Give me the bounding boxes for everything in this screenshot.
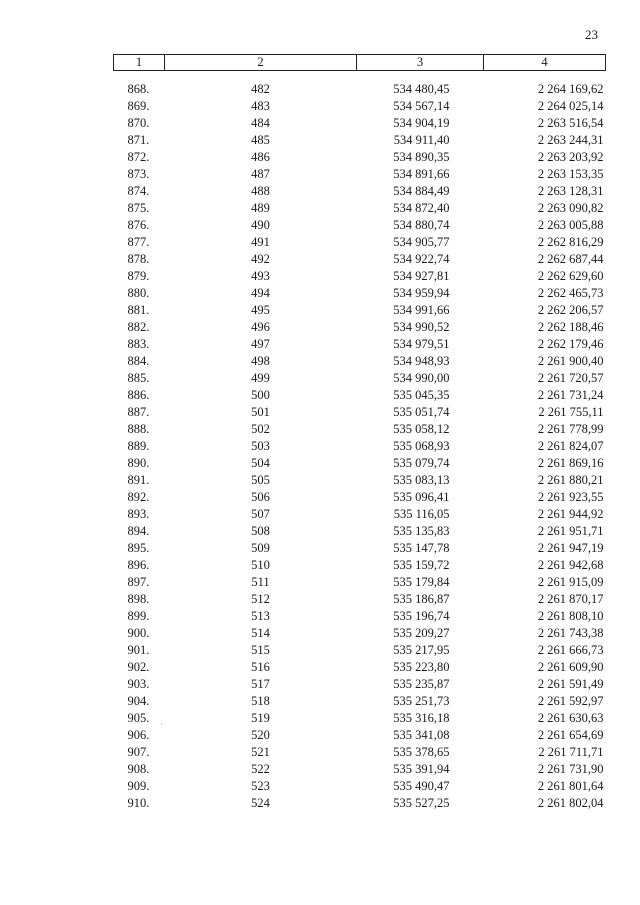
- row-number: 894.: [127, 524, 150, 538]
- table-row: [114, 710, 606, 727]
- row-number: 902.: [127, 660, 150, 674]
- coordinate-x: 534 979,51: [393, 337, 450, 351]
- table-row: [114, 574, 606, 591]
- point-id: 488: [251, 184, 270, 198]
- coordinate-x: 534 990,52: [393, 320, 450, 334]
- coordinate-y: 2 261 802,04: [537, 796, 604, 810]
- coordinate-y: 2 261 951,71: [537, 524, 604, 538]
- coordinate-x: 535 527,25: [393, 796, 450, 810]
- coordinate-y: 2 261 870,17: [537, 592, 604, 606]
- point-id: 510: [251, 558, 270, 572]
- coordinate-y: 2 261 654,69: [537, 728, 604, 742]
- table-row: [114, 591, 606, 608]
- point-id: 489: [251, 201, 270, 215]
- coordinate-x: 535 159,72: [393, 558, 450, 572]
- point-id: 493: [251, 269, 270, 283]
- table-row: [114, 251, 606, 268]
- table-row: [114, 421, 606, 438]
- row-number: 883.: [127, 337, 150, 351]
- scan-speck: ˙: [160, 722, 163, 732]
- coordinate-x: 535 378,65: [393, 745, 450, 759]
- row-number: 887.: [127, 405, 150, 419]
- table-row: [114, 319, 606, 336]
- coordinate-x: 535 251,73: [393, 694, 450, 708]
- coordinate-y: 2 262 206,57: [537, 303, 604, 317]
- row-number: 900.: [127, 626, 150, 640]
- point-id: 503: [251, 439, 270, 453]
- point-id: 482: [251, 82, 270, 96]
- row-number: 908.: [127, 762, 150, 776]
- row-number: 874.: [127, 184, 150, 198]
- table-row: [114, 387, 606, 404]
- point-id: 501: [251, 405, 270, 419]
- row-number: 897.: [127, 575, 150, 589]
- coordinate-x: 535 217,95: [393, 643, 450, 657]
- table-row: [114, 472, 606, 489]
- coordinate-x: 535 096,41: [393, 490, 450, 504]
- row-number: 889.: [127, 439, 150, 453]
- coordinate-x: 534 904,19: [393, 116, 450, 130]
- row-number: 891.: [127, 473, 150, 487]
- row-number: 888.: [127, 422, 150, 436]
- table-row: [114, 98, 606, 115]
- coordinate-y: 2 263 244,31: [537, 133, 604, 147]
- row-number: 899.: [127, 609, 150, 623]
- table-row: [114, 302, 606, 319]
- coordinate-x: 534 990,00: [393, 371, 450, 385]
- coordinate-x: 535 045,35: [393, 388, 450, 402]
- point-id: 490: [251, 218, 270, 232]
- column-header-2: 2: [165, 55, 357, 71]
- coordinate-x: 535 079,74: [393, 456, 450, 470]
- table-row: [114, 149, 606, 166]
- point-id: 520: [251, 728, 270, 742]
- point-id: 492: [251, 252, 270, 266]
- row-number: 905.: [127, 711, 150, 725]
- coordinate-x: 535 235,87: [393, 677, 450, 691]
- table-row: [114, 132, 606, 149]
- coordinate-y: 2 262 179,46: [537, 337, 604, 351]
- coordinate-y: 2 261 923,55: [537, 490, 604, 504]
- table-row: [114, 727, 606, 744]
- point-id: 491: [251, 235, 270, 249]
- table-row: [114, 71, 606, 99]
- table-row: [114, 744, 606, 761]
- table-row: [114, 217, 606, 234]
- coordinate-y: 2 261 591,49: [537, 677, 604, 691]
- coordinate-y: 2 261 880,21: [537, 473, 604, 487]
- coordinate-x: 535 196,74: [393, 609, 450, 623]
- row-number: 890.: [127, 456, 150, 470]
- point-id: 508: [251, 524, 270, 538]
- point-id: 483: [251, 99, 270, 113]
- row-number: 871.: [127, 133, 150, 147]
- coordinate-y: 2 263 128,31: [537, 184, 604, 198]
- row-number: 878.: [127, 252, 150, 266]
- point-id: 509: [251, 541, 270, 555]
- row-number: 903.: [127, 677, 150, 691]
- coordinate-x: 534 884,49: [393, 184, 450, 198]
- table-row: [114, 778, 606, 795]
- coordinate-x: 535 116,05: [393, 507, 450, 521]
- table-row: [114, 183, 606, 200]
- point-id: 499: [251, 371, 270, 385]
- table-row: [114, 659, 606, 676]
- table-row: [114, 353, 606, 370]
- coordinate-y: 2 261 609,90: [537, 660, 604, 674]
- coordinate-x: 535 316,18: [393, 711, 450, 725]
- table-row: [114, 506, 606, 523]
- point-id: 518: [251, 694, 270, 708]
- coordinate-y: 2 261 592,97: [537, 694, 604, 708]
- row-number: 895.: [127, 541, 150, 555]
- point-id: 524: [251, 796, 270, 810]
- row-number: 876.: [127, 218, 150, 232]
- table-row: [114, 438, 606, 455]
- coordinate-y: 2 261 755,11: [538, 405, 604, 419]
- row-number: 892.: [127, 490, 150, 504]
- coordinate-x: 534 905,77: [393, 235, 450, 249]
- table-row: [114, 676, 606, 693]
- table-header: [114, 55, 606, 71]
- coordinate-y: 2 262 188,46: [537, 320, 604, 334]
- coordinate-x: 534 880,74: [393, 218, 450, 232]
- point-id: 505: [251, 473, 270, 487]
- point-id: 519: [251, 711, 270, 725]
- table-row: [114, 268, 606, 285]
- coordinate-y: 2 261 720,57: [537, 371, 604, 385]
- point-id: 504: [251, 456, 270, 470]
- row-number: 880.: [127, 286, 150, 300]
- row-number: 877.: [127, 235, 150, 249]
- row-number: 879.: [127, 269, 150, 283]
- point-id: 511: [251, 575, 270, 589]
- table-row: [114, 489, 606, 506]
- table-row: [114, 642, 606, 659]
- table-row: [114, 557, 606, 574]
- row-number: 882.: [127, 320, 150, 334]
- point-id: 497: [251, 337, 270, 351]
- coordinate-x: 534 991,66: [393, 303, 450, 317]
- table-row: [114, 404, 606, 421]
- table-row: [114, 115, 606, 132]
- coordinate-y: 2 261 731,24: [537, 388, 604, 402]
- row-number: 907.: [127, 745, 150, 759]
- coordinate-y: 2 262 816,29: [537, 235, 604, 249]
- page-number: 23: [585, 27, 598, 42]
- coordinate-x: 535 051,74: [393, 405, 450, 419]
- coordinate-x: 535 147,78: [393, 541, 450, 555]
- row-number: 868.: [127, 82, 150, 96]
- coordinate-y: 2 262 465,73: [537, 286, 604, 300]
- column-header-1: 1: [114, 55, 165, 71]
- table-row: [114, 608, 606, 625]
- column-header-4: 4: [484, 55, 606, 71]
- row-number: 884.: [127, 354, 150, 368]
- coordinate-x: 534 872,40: [393, 201, 450, 215]
- coordinate-x: 534 891,66: [393, 167, 450, 181]
- table-row: [114, 455, 606, 472]
- point-id: 496: [251, 320, 270, 334]
- coordinate-x: 535 490,47: [393, 779, 450, 793]
- column-header-3: 3: [357, 55, 484, 71]
- table-row: [114, 234, 606, 251]
- point-id: 502: [251, 422, 270, 436]
- point-id: 506: [251, 490, 270, 504]
- row-number: 901.: [127, 643, 150, 657]
- table-row: [114, 693, 606, 710]
- point-id: 507: [251, 507, 270, 521]
- coordinate-y: 2 261 778,99: [537, 422, 604, 436]
- coordinate-x: 535 179,84: [393, 575, 450, 589]
- point-id: 515: [251, 643, 270, 657]
- row-number: 904.: [127, 694, 150, 708]
- table-body: [114, 71, 606, 813]
- coordinate-y: 2 263 090,82: [537, 201, 604, 215]
- coordinate-x: 535 186,87: [393, 592, 450, 606]
- point-id: 514: [251, 626, 270, 640]
- table-row: [114, 761, 606, 778]
- table-row: [114, 625, 606, 642]
- coordinate-y: 2 261 711,71: [538, 745, 604, 759]
- coordinate-x: 534 890,35: [393, 150, 450, 164]
- coordinate-y: 2 262 629,60: [537, 269, 604, 283]
- coordinate-y: 2 264 025,14: [537, 99, 604, 113]
- point-id: 495: [251, 303, 270, 317]
- coordinate-y: 2 261 942,68: [537, 558, 604, 572]
- row-number: 872.: [127, 150, 150, 164]
- coordinate-x: 534 959,94: [393, 286, 450, 300]
- point-id: 513: [251, 609, 270, 623]
- table-row: [114, 540, 606, 557]
- point-id: 500: [251, 388, 270, 402]
- coordinate-x: 534 927,81: [393, 269, 450, 283]
- table-row: [114, 523, 606, 540]
- point-id: 494: [251, 286, 270, 300]
- point-id: 484: [251, 116, 270, 130]
- coordinate-x: 535 068,93: [393, 439, 450, 453]
- row-number: 869.: [127, 99, 150, 113]
- coordinate-x: 535 209,27: [393, 626, 450, 640]
- coordinate-y: 2 264 169,62: [537, 82, 604, 96]
- coordinate-y: 2 261 743,38: [537, 626, 604, 640]
- point-id: 521: [251, 745, 270, 759]
- point-id: 512: [251, 592, 270, 606]
- coordinate-y: 2 261 808,10: [537, 609, 604, 623]
- coordinate-x: 535 083,13: [393, 473, 450, 487]
- coordinate-y: 2 262 687,44: [537, 252, 604, 266]
- coordinate-y: 2 261 947,19: [537, 541, 604, 555]
- row-number: 910.: [127, 796, 150, 810]
- row-number: 898.: [127, 592, 150, 606]
- point-id: 522: [251, 762, 270, 776]
- coordinates-table: [113, 54, 606, 812]
- table-row: [114, 370, 606, 387]
- coordinate-x: 535 391,94: [393, 762, 450, 776]
- coordinate-x: 535 135,83: [393, 524, 450, 538]
- coordinate-y: 2 261 869,16: [537, 456, 604, 470]
- row-number: 886.: [127, 388, 150, 402]
- coordinate-y: 2 263 153,35: [537, 167, 604, 181]
- point-id: 487: [251, 167, 270, 181]
- coordinate-y: 2 261 915,09: [537, 575, 604, 589]
- table-row: [114, 285, 606, 302]
- coordinate-y: 2 263 005,88: [537, 218, 604, 232]
- coordinate-y: 2 261 944,92: [537, 507, 604, 521]
- coordinate-y: 2 261 731,90: [537, 762, 604, 776]
- row-number: 906.: [127, 728, 150, 742]
- point-id: 498: [251, 354, 270, 368]
- row-number: 893.: [127, 507, 150, 521]
- coordinate-y: 2 263 203,92: [537, 150, 604, 164]
- row-number: 870.: [127, 116, 150, 130]
- row-number: 896.: [127, 558, 150, 572]
- row-number: 909.: [127, 779, 150, 793]
- coordinate-x: 534 911,40: [393, 133, 450, 147]
- coordinate-x: 535 058,12: [393, 422, 450, 436]
- point-id: 485: [251, 133, 270, 147]
- row-number: 881.: [127, 303, 150, 317]
- coordinate-y: 2 261 900,40: [537, 354, 604, 368]
- table-row: [114, 166, 606, 183]
- coordinate-y: 2 263 516,54: [537, 116, 604, 130]
- coordinate-y: 2 261 630,63: [537, 711, 604, 725]
- coordinate-x: 535 223,80: [393, 660, 450, 674]
- coordinate-x: 535 341,08: [393, 728, 450, 742]
- coordinate-x: 534 922,74: [393, 252, 450, 266]
- coordinate-y: 2 261 801,64: [537, 779, 604, 793]
- row-number: 875.: [127, 201, 150, 215]
- row-number: 885.: [127, 371, 150, 385]
- table-row: [114, 336, 606, 353]
- table-row: [114, 200, 606, 217]
- point-id: 516: [251, 660, 270, 674]
- row-number: 873.: [127, 167, 150, 181]
- coordinate-x: 534 480,45: [393, 82, 450, 96]
- point-id: 517: [251, 677, 270, 691]
- table-row: [114, 795, 606, 812]
- coordinate-x: 534 567,14: [393, 99, 450, 113]
- coordinate-y: 2 261 666,73: [537, 643, 604, 657]
- coordinate-x: 534 948,93: [393, 354, 450, 368]
- point-id: 486: [251, 150, 270, 164]
- coordinate-y: 2 261 824,07: [537, 439, 604, 453]
- point-id: 523: [251, 779, 270, 793]
